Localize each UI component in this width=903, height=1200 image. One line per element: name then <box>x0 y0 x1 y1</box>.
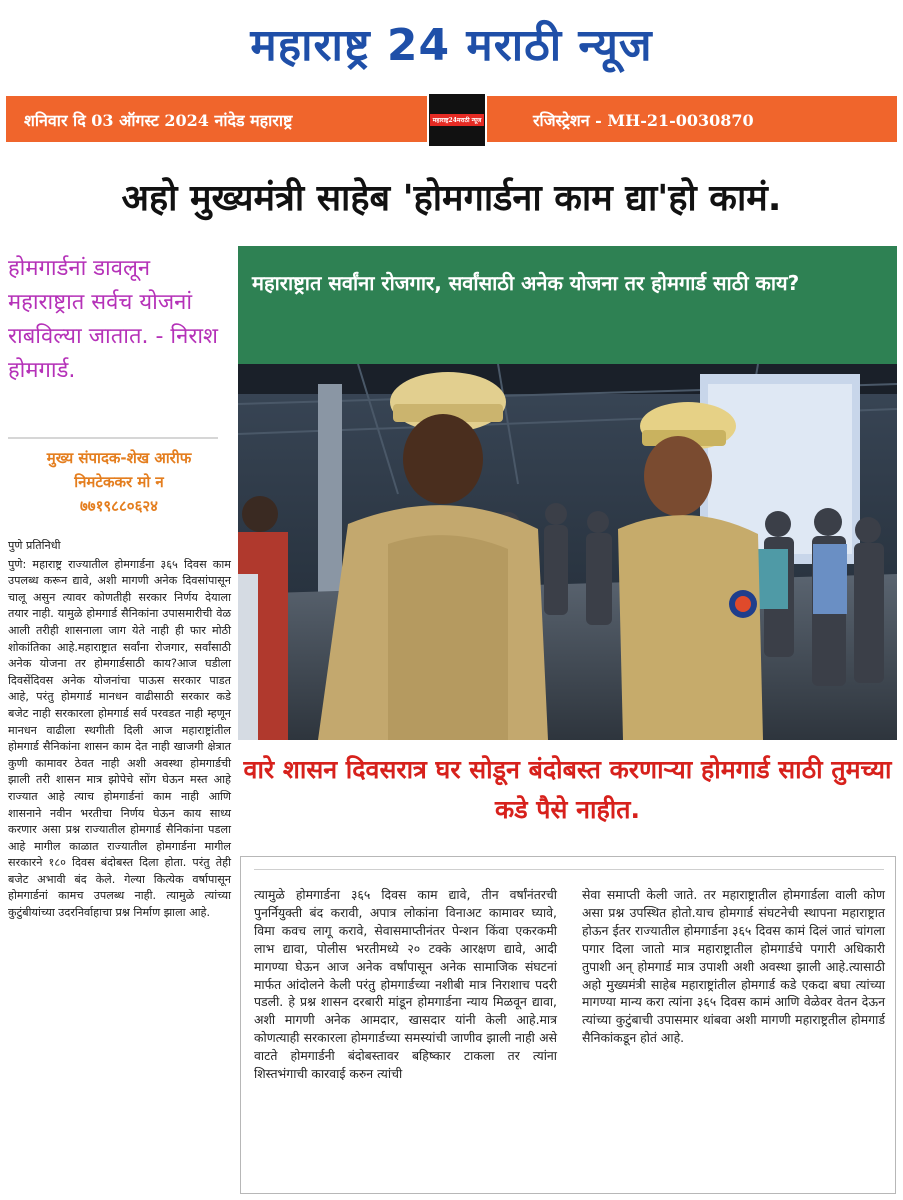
article-columns <box>254 869 884 1187</box>
article-box <box>240 856 896 1194</box>
editor-phone: ७७१९८८०६२४ <box>79 497 158 515</box>
logo-text: महाराष्ट्र24मराठी न्यूज <box>430 114 484 126</box>
article-column-2: सेवा समाप्ती केली जाते. तर महाराष्ट्रातील होमगार्डला वाली कोण असा प्रश्न उपस्थित होतो.याच होमगार्ड संघटनेची स्थापना महाराष्ट्रात होऊन ईतर राज्यातील होमगार्डना ३६५ दिवस कामं दिलं जातं चांगला पगार दिला जातो मात्र महाराष्ट्रातील होमगार्डचे पगारी अधिकारी तुपाशी अन् होमगार्ड मात्र उपाशी अशी अवस्था झाली आहे.त्यासाठी अहो मुख्यमंत्री साहेब महाराष्ट्रांतील होमगार्ड कडे एकदा बघा त्यांच्या मागण्या मान्य करा त्यांना ३६५ दिवस कामं आणि वेळेवर वेतन देऊन त्यांच्या कुटुंबाची उपासमार थांबवा अशी मागणी महाराष्ट्रतील होमगार्ड सैनिकांकडून होतं आहे. <box>582 887 885 1046</box>
red-subheading: वारे शासन दिवसरात्र घर सोडून बंदोबस्त करणाऱ्या होमगार्ड साठी तुमच्या कडे पैसे नाहीत. <box>243 755 892 824</box>
side-pull-quote: होमगार्डनां डावलून महाराष्ट्रात सर्वच योजनां राबविल्या जातात. - निराश होमगार्ड. <box>8 256 218 383</box>
article-column-1: त्यामुळे होमगार्डना ३६५ दिवस काम द्यावे, तीन वर्षांनंतरची पुनर्नियुक्ती बंद करावी, अपात्र लोकांना विनाअट कामावर घ्यावे, विमा कवच लागू करावे, सेवासमाप्तीनंतर पेन्शन किंवा एकरकमी लाभ द्यावा, पोलीस भरतीमध्ये २० टक्के आरक्षण द्यावे, आदी मागण्या घेऊन आज अनेक वर्षांपासून अनेक सामाजिक संघटनां मार्फत आंदोलने केली परंतु होमगार्डच्या नशीबी मात्र निराशाच पदरी पडली. हे प्रश्न शासन दरबारी मांडून होमगार्डना न्याय मिळवून द्यावा, अशी मागणी अनेक आमदार, खासदार यांनी केली आहे.मात्र कोणत्याही सरकारला होमगार्डच्या समस्यांची जाणीव झाली नाही असे वाटते होमगार्डनी बंदोबस्तावर बहिष्कार टाकला तर त्यांना शिस्तभंगाची कारवाई करुन त्यांची <box>254 887 557 1082</box>
left-article-column <box>8 538 231 922</box>
subheadline-band <box>238 246 897 364</box>
date-registration-bar <box>6 96 897 142</box>
masthead <box>0 0 903 92</box>
newspaper-logo <box>427 92 487 148</box>
main-headline: अहो मुख्यमंत्री साहेब 'होमगार्डना काम द्या'हो कामं. <box>121 178 782 219</box>
divider <box>8 437 218 439</box>
registration-number: रजिस्ट्रेशन - MH-21-0030870 <box>533 111 754 130</box>
editor-name: मुख्य संपादक-शेख आरीफ <box>46 449 192 467</box>
editor-credit <box>8 446 230 518</box>
newspaper-title: महाराष्ट्र 24 मराठी न्यूज <box>250 20 653 71</box>
date-line: शनिवार दि 03 ऑगस्ट 2024 नांदेड महाराष्ट्र <box>24 111 293 130</box>
editor-surname: निमटेककर मो न <box>74 473 164 491</box>
subheadline-text: महाराष्ट्रात सर्वांना रोजगार, सर्वांसाठी अनेक योजना तर होमगार्ड साठी काय? <box>252 271 800 295</box>
news-photo-home-guards <box>238 364 897 740</box>
dateline-location: पुणे प्रतिनिधी <box>8 539 61 552</box>
left-article-body: पुणे: महाराष्ट्र राज्यातील होमगार्डना ३६५ दिवस काम उपलब्ध करून द्यावे, अशी मागणी अनेक दिवसांपासून चालू असुन त्यावर कोणतीही सरकार निर्णय देयाला तयार नाही. यामुळे होमगार्ड सैनिकांना उपासमारीची वेळ आली तरीही शासनाला जाग येते नाही ही फार मोठी शोकांतिका आहे.महाराष्ट्रात सर्वांना रोजगार, सर्वांसाठी अनेक योजना तर होमगार्डसाठी काय?आज घडीला दिवसेंदिवस अनेक योजनांचा पाऊस सरकार पाडत आहे, परंतु होमगार्ड मानधन वाढीसाठी सरकार कडे बजेट नाही सरकारला होमगार्ड सर्व परवडत नाही म्हणून मानधन वाढीला स्थगीती दिली आज महाराष्ट्रांतील होमगार्ड सैनिकांना शासन काम देत नाही खाजगी क्षेत्रात कुणी कामावर ठेवत नाही अशी अवस्था होमगार्डची झाली तरी शासन मात्र झोपेचे सोंग घेऊन मस्त आहे राज्यात आहे त्याच होमगार्डनां काम नाही आणि शासनाने नवीन भरतीचा निर्णय घेऊन काय साध्य करणार असा प्रश्न राज्यातील होमगार्ड सैनिकांना पडला आहे मागील काळात राज्यातील होमगार्डना मागील सरकारने १८० दिवस बंदोबस्त दिला होता. परंतु तेही बजेट अभावी बंद केले. गेल्या कित्येक वर्षापासून होमगार्डनां कामच उपलब्ध नाही. त्यामुळे त्यांच्या कुटुंबीयांच्या उदरनिर्वाहाचा प्रश्न निर्माण झाला आहे. <box>8 557 231 920</box>
